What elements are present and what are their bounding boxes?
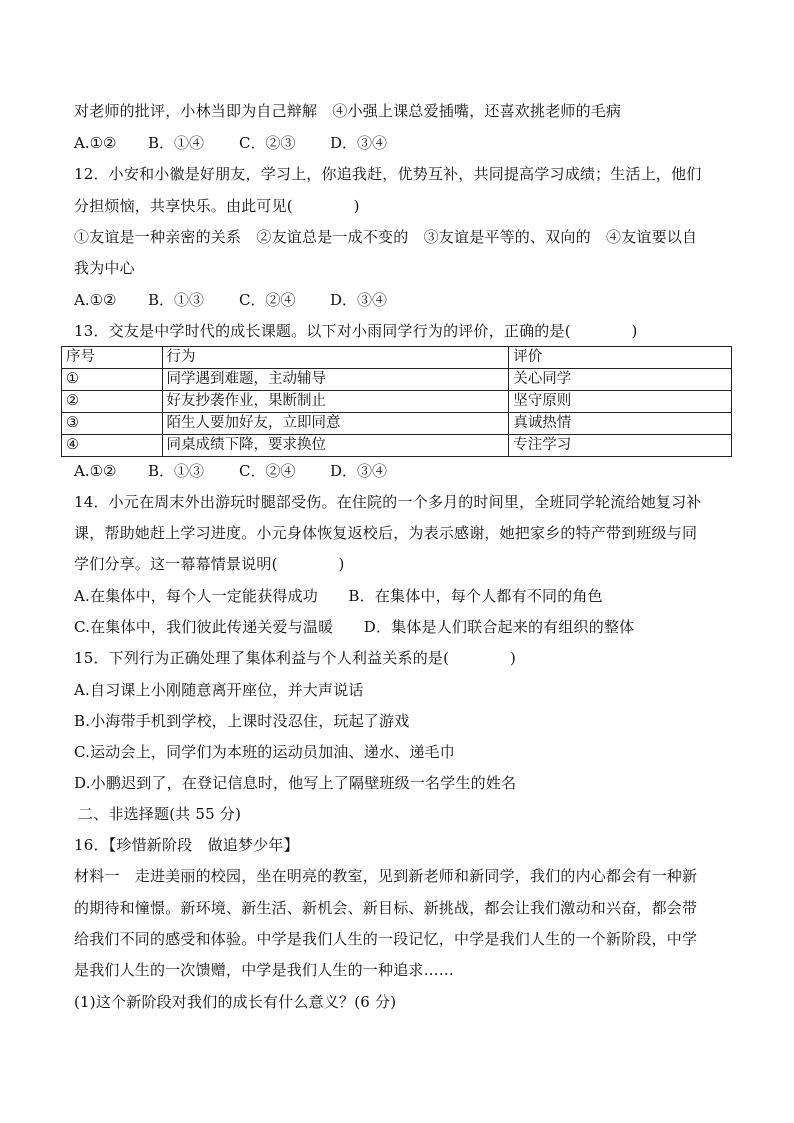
table-cell: 同学遇到难题，主动辅导 <box>162 369 509 391</box>
question-15-option-c: C.运动会上，同学们为本班的运动员加油、递水、递毛巾 <box>74 743 455 761</box>
table-row <box>62 369 732 391</box>
table-cell: 同桌成绩下降，要求换位 <box>162 435 509 457</box>
question-14-line: 课，帮助她赶上学习进度。小元身体恢复返校后，为表示感谢，她把家乡的特产带到班级与同 <box>74 524 698 542</box>
question-12-statements: ①友谊是一种亲密的关系 ②友谊总是一成不变的 ③友谊是平等的、双向的 ④友谊要以自 <box>74 228 698 246</box>
question-14: 14．小元在周末外出游玩时腿部受伤。在住院的一个多月的时间里，全班同学轮流给她复习补 <box>74 493 702 511</box>
header-cell: 序号 <box>62 347 163 369</box>
question-15-option-b: B.小海带手机到学校，上课时没忍住，玩起了游戏 <box>74 712 410 730</box>
header-cell: 行为 <box>162 347 509 369</box>
table-cell: 真诚热情 <box>509 413 732 435</box>
table-row <box>62 435 732 457</box>
table-row <box>62 391 732 413</box>
question-15: 15．下列行为正确处理了集体利益与个人利益关系的是( ) <box>74 649 516 667</box>
question-14-options-ab: A.在集体中，每个人一定能获得成功 B．在集体中，每个人都有不同的角色 <box>74 587 603 605</box>
options-row-q11 <box>74 133 387 153</box>
section-heading: 二、非选择题(共 55 分) <box>78 805 242 823</box>
table-cell: 专注学习 <box>509 435 732 457</box>
table-cell: ④ <box>62 435 163 457</box>
question-14-line: 学们分享。这一幕幕情景说明( ) <box>74 555 345 573</box>
options-row-q13 <box>74 461 387 481</box>
option-b: B．①④ <box>148 134 205 152</box>
table-cell: 关心同学 <box>509 369 732 391</box>
option-d: D．③④ <box>330 291 388 309</box>
question-16-part-1: (1)这个新阶段对我们的成长有什么意义？(6 分) <box>74 993 397 1011</box>
material-1-line: 的期待和憧憬。新环境、新生活、新机会、新目标、新挑战，都会让我们激动和兴奋，都会带 <box>74 899 698 917</box>
question-15-option-d: D.小鹏迟到了，在登记信息时，他写上了隔壁班级一名学生的姓名 <box>74 774 517 792</box>
table-cell: ③ <box>62 413 163 435</box>
option-d: D．③④ <box>330 462 388 480</box>
options-row-q12 <box>74 290 387 310</box>
table-row <box>62 413 732 435</box>
option-d: D．③④ <box>330 134 388 152</box>
option-b: B．①③ <box>148 462 205 480</box>
text-line: 对老师的批评，小林当即为自己辩解 ④小强上课总爱插嘴，还喜欢挑老师的毛病 <box>74 102 622 120</box>
option-c: C．②④ <box>239 291 296 309</box>
evaluation-table <box>61 346 732 457</box>
material-1-line: 是我们人生的一次馈赠，中学是我们人生的一种追求…… <box>74 961 455 979</box>
table-cell: 坚守原则 <box>509 391 732 413</box>
option-a: A.①② <box>74 134 117 152</box>
question-12: 12．小安和小徽是好朋友，学习上，你追我赶，优势互补，共同提高学习成绩；生活上，他们 <box>74 165 702 183</box>
option-a: A.①② <box>74 462 117 480</box>
question-12-statements-cont: 我为中心 <box>74 259 135 277</box>
option-b: B．①③ <box>148 291 205 309</box>
question-13: 13．交友是中学时代的成长课题。以下对小雨同学行为的评价，正确的是( ) <box>74 322 638 340</box>
question-12-line: 分担烦恼，共享快乐。由此可见( ) <box>74 197 360 215</box>
question-15-option-a: A.自习课上小刚随意离开座位，并大声说话 <box>74 681 364 699</box>
material-1-line: 材料一 走进美丽的校园，坐在明亮的教室，见到新老师和新同学，我们的内心都会有一种新 <box>74 867 698 885</box>
table-cell: ① <box>62 369 163 391</box>
option-c: C．②④ <box>239 462 296 480</box>
option-c: C．②③ <box>239 134 296 152</box>
header-cell: 评价 <box>509 347 732 369</box>
table-cell: 好友抄袭作业，果断制止 <box>162 391 509 413</box>
question-14-options-cd: C.在集体中，我们彼此传递关爱与温暖 D．集体是人们联合起来的有组织的整体 <box>74 618 635 636</box>
table-header-row <box>62 347 732 369</box>
material-1-line: 给我们不同的感受和体验。中学是我们人生的一段记忆，中学是我们人生的一个新阶段，中学 <box>74 930 698 948</box>
option-a: A.①② <box>74 291 117 309</box>
table-cell: ② <box>62 391 163 413</box>
table-cell: 陌生人要加好友，立即同意 <box>162 413 509 435</box>
question-16-title: 16．【珍惜新阶段 做追梦少年】 <box>74 836 299 854</box>
